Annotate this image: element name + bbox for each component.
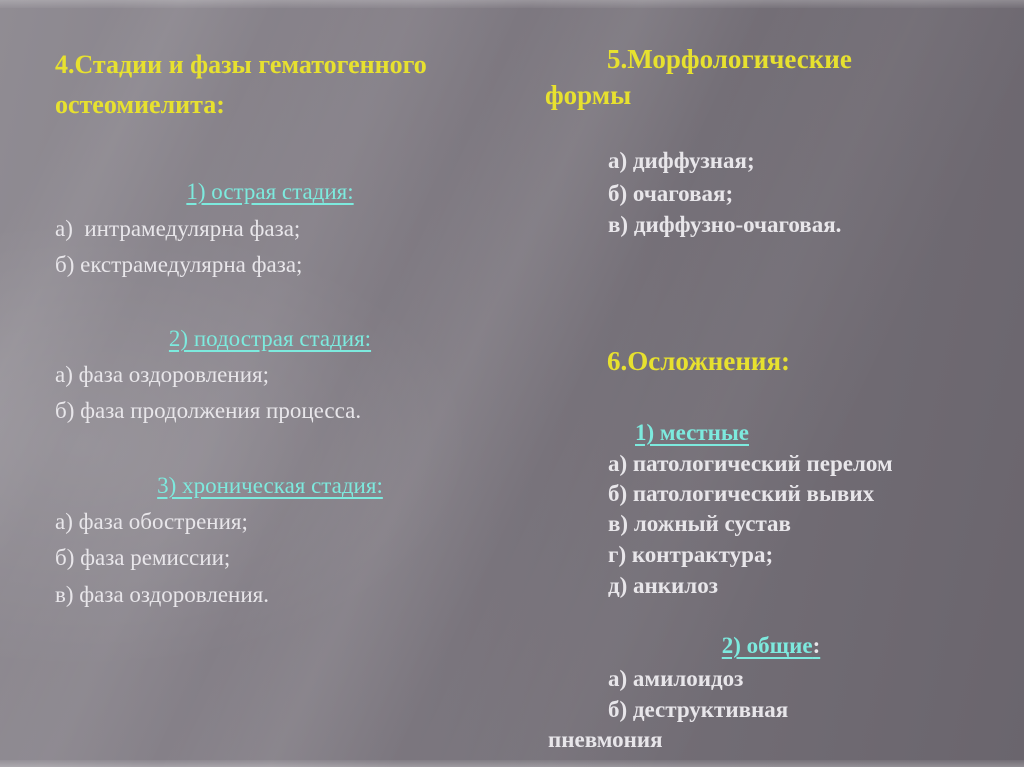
list-item: а) амилоидоз bbox=[608, 666, 744, 691]
list-item: б) очаговая; bbox=[608, 181, 734, 206]
right-column bbox=[545, 0, 997, 767]
list-item: б) деструктивная bbox=[608, 697, 789, 722]
chronic-stage-heading: 3) хроническая стадия: bbox=[157, 473, 383, 498]
acute-stage-heading: 1) острая стадия: bbox=[186, 179, 354, 204]
left-column bbox=[55, 0, 485, 767]
section6-title: 6.Осложнения: bbox=[607, 346, 791, 376]
list-item: б) фаза ремиссии; bbox=[55, 545, 231, 570]
list-item: д) анкилоз bbox=[608, 573, 718, 598]
general-heading-colon: : bbox=[812, 633, 821, 658]
general-complications-heading bbox=[545, 633, 997, 659]
section5-title-line2: формы bbox=[545, 80, 632, 110]
list-item: а) интрамедулярна фаза; bbox=[55, 216, 301, 241]
local-complications-heading: 1) местные bbox=[635, 420, 749, 445]
list-item: б) патологический вывих bbox=[608, 481, 875, 506]
section5-title-line1: 5.Морфологические bbox=[607, 44, 852, 74]
section4-title-line1: 4.Стадии и фазы гематогенного bbox=[55, 50, 427, 79]
list-item: а) патологический перелом bbox=[608, 451, 893, 476]
list-item: а) фаза обострения; bbox=[55, 509, 248, 534]
list-item-wrapped: пневмония bbox=[548, 727, 663, 752]
general-heading-text: 2) общие bbox=[721, 633, 813, 658]
list-item: г) контрактура; bbox=[608, 542, 774, 567]
list-item: б) екстрамедулярна фаза; bbox=[55, 252, 303, 277]
subacute-stage-heading: 2) подострая стадия: bbox=[168, 326, 372, 351]
list-item: в) диффузно-очаговая. bbox=[608, 212, 842, 237]
section4-title-line2: остеомиелита: bbox=[55, 90, 225, 119]
list-item: а) диффузная; bbox=[608, 148, 755, 173]
list-item: в) ложный сустав bbox=[608, 511, 791, 536]
list-item: а) фаза оздоровления; bbox=[55, 362, 269, 387]
list-item: в) фаза оздоровления. bbox=[55, 582, 269, 607]
list-item: б) фаза продолжения процесса. bbox=[55, 398, 362, 423]
